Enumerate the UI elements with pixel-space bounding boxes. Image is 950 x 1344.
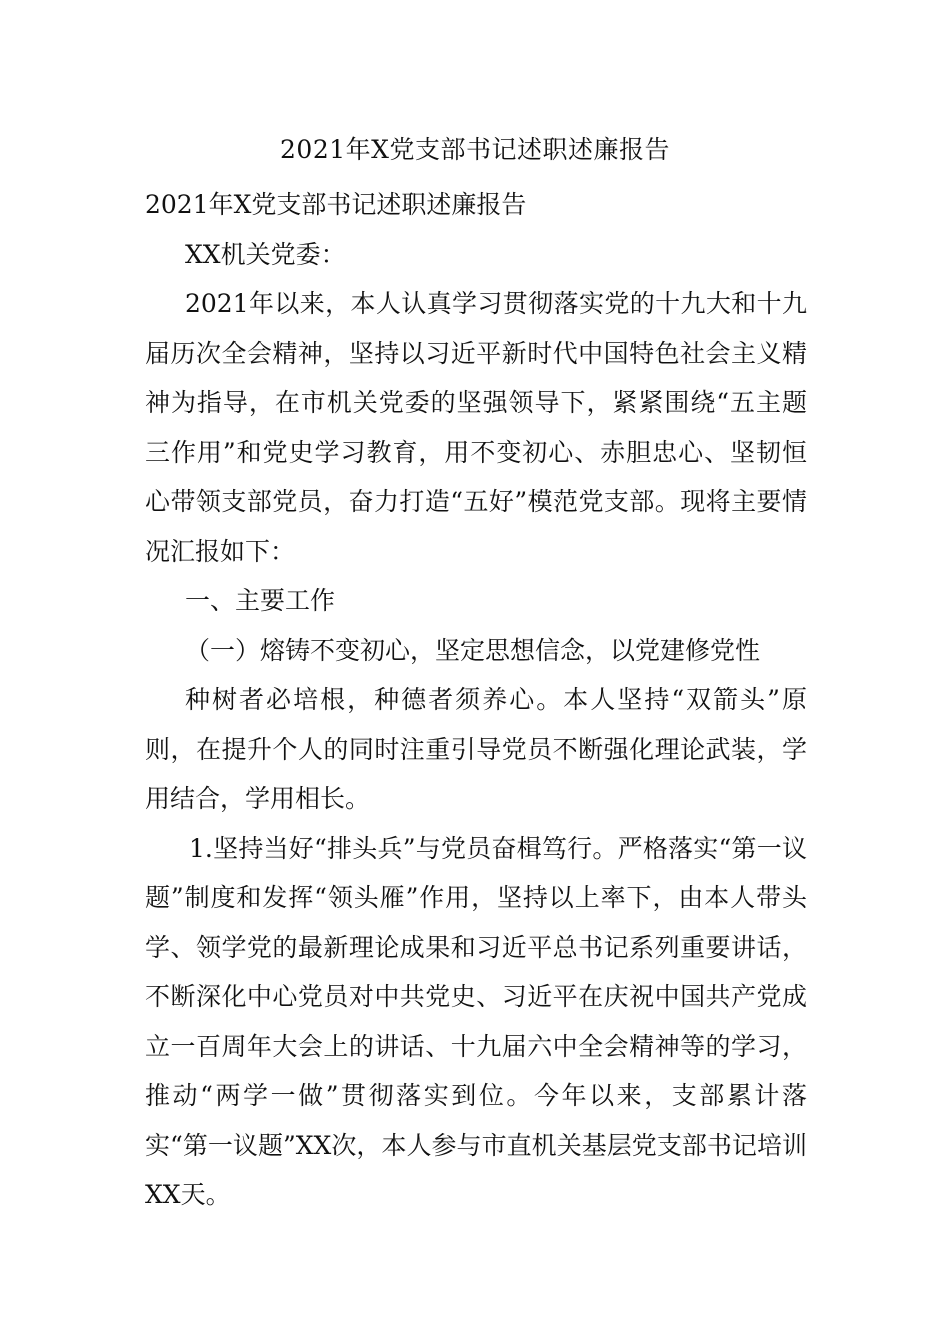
section-heading: 一、主要工作 — [185, 586, 336, 615]
document-subtitle: 2021年X党支部书记述职述廉报告 — [145, 190, 527, 219]
paragraph-item-1: 1.坚持当好“排头兵”与党员奋楫笃行。严格落实“第一议题”制度和发挥“领头雁”作用，坚持以上率下，由本人带头学、领学党的最新理论成果和习近平总书记系列重要讲话，不断深化中心党员对中共党史、习近平在庆祝中国共产党成立一百周年大会上的讲话、十九届六中全会精神等的学习，推动“两学一做”贯彻落实到位。今年以来，支部累计落实“第一议题”XX次，本人参与市直机关基层党支部书记培训XX天。 — [145, 833, 807, 1209]
paragraph-intro: 2021年以来，本人认真学习贯彻落实党的十九大和十九届历次全会精神，坚持以习近平新时代中国特色社会主义精神为指导，在市机关党委的坚强领导下，紧紧围绕“五主题三作用”和党史学习教育，用不变初心、赤胆忠心、坚韧恒心带领支部党员，奋力打造“五好”模范党支部。现将主要情况汇报如下： — [145, 289, 807, 566]
paragraph-principle: 种树者必培根，种德者须养心。本人坚持“双箭头”原则，在提升个人的同时注重引导党员不断强化理论武装，学用结合，学用相长。 — [145, 685, 807, 813]
salutation: XX机关党委： — [185, 239, 346, 269]
document-body — [145, 180, 807, 1220]
subsection-heading: （一）熔铸不变初心，坚定思想信念，以党建修党性 — [185, 635, 761, 665]
document-title: 2021年X党支部书记述职述廉报告 — [280, 135, 670, 164]
